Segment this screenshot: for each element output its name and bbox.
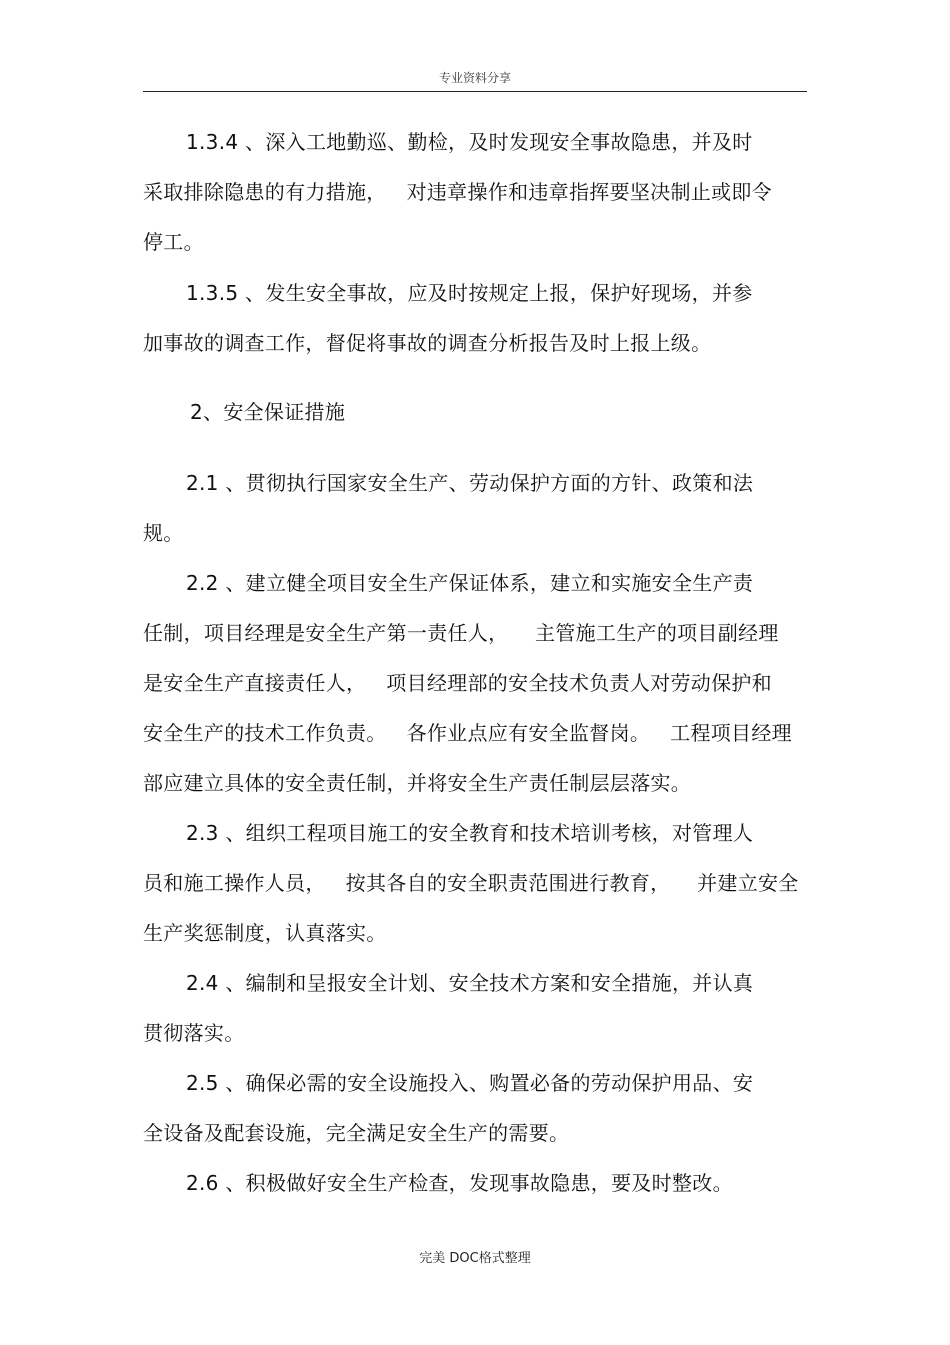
text-line: 安全生产的技术工作负责。 各作业点应有安全监督岗。 工程项目经理: [143, 721, 792, 745]
text-line: 2.2 、建立健全项目安全生产保证体系，建立和实施安全生产责: [186, 571, 754, 595]
page-header: 专业资料分享: [438, 71, 511, 85]
page-footer: 完美 DOC格式整理: [419, 1251, 531, 1266]
text-line: 2.6 、积极做好安全生产检查，发现事故隐患，要及时整改。: [186, 1171, 733, 1195]
text-line: 部应建立具体的安全责任制，并将安全生产责任制层层落实。: [143, 771, 692, 795]
text-line: 加事故的调查工作，督促将事故的调查分析报告及时上报上级。: [143, 331, 712, 355]
text-line: 1.3.5 、发生安全事故，应及时按规定上报，保护好现场，并参: [186, 281, 753, 305]
text-line: 贯彻落实。: [143, 1021, 245, 1045]
header-divider: [143, 91, 807, 92]
text-line: 停工。: [143, 230, 204, 254]
text-line: 任制，项目经理是安全生产第一责任人， 主管施工生产的项目副经理: [143, 621, 779, 645]
text-line: 2.5 、确保必需的安全设施投入、购置必备的劳动保护用品、安: [186, 1071, 754, 1095]
text-line: 采取排除隐患的有力措施， 对违章操作和违章指挥要坚决制止或即令: [143, 180, 772, 204]
text-line: 1.3.4 、深入工地勤巡、勤检，及时发现安全事故隐患，并及时: [186, 130, 753, 154]
text-line: 生产奖惩制度，认真落实。: [143, 921, 387, 945]
text-line: 员和施工操作人员， 按其各自的安全职责范围进行教育， 并建立安全: [143, 871, 799, 895]
text-line: 规。: [143, 521, 184, 545]
text-line: 2.1 、贯彻执行国家安全生产、劳动保护方面的方针、政策和法: [186, 471, 754, 495]
text-line: 2.3 、组织工程项目施工的安全教育和技术培训考核，对管理人: [186, 821, 754, 845]
text-line: 2.4 、编制和呈报安全计划、安全技术方案和安全措施，并认真: [186, 971, 754, 995]
text-line: 是安全生产直接责任人， 项目经理部的安全技术负责人对劳动保护和: [143, 671, 772, 695]
text-line: 全设备及配套设施，完全满足安全生产的需要。: [143, 1121, 570, 1145]
section-heading: 2、安全保证措施: [190, 400, 346, 424]
